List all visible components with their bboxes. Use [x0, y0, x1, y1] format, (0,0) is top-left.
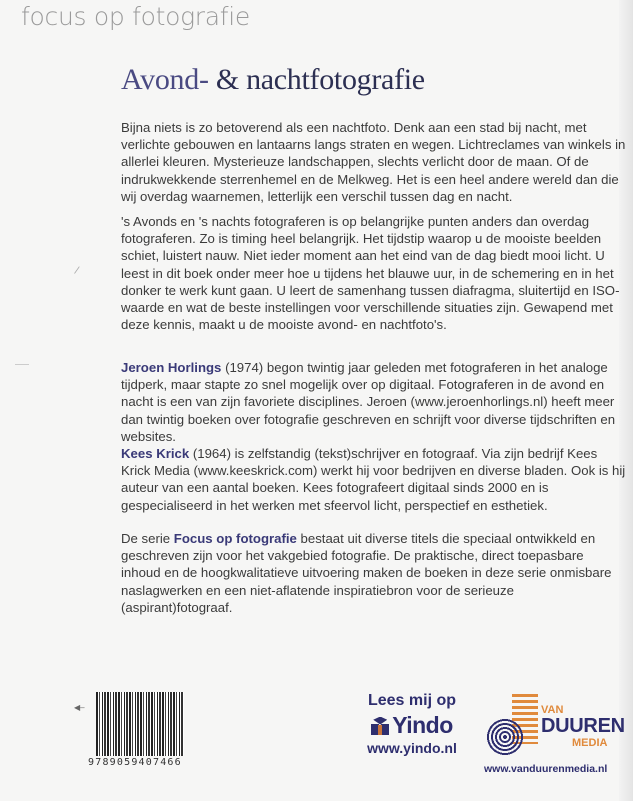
author-name: Jeroen Horlings	[121, 360, 222, 375]
barcode-number: 9789059407466	[88, 757, 182, 768]
yindo-url: www.yindo.nl	[367, 740, 457, 756]
intro-paragraph: Bijna niets is zo betoverend als een nachtfoto. Denk aan een stad bij nacht, met verlichte gebouwen en lantaarns langs straten en wegen. Lichtreclames van winkels in allerlei kleuren. Mysterieuze landschappen, slechts verlicht door de maan. Of de indrukwekkende sterrenhemel en de Melkweg. Het is een heel andere wereld dan die wij overdag waarnemen, letterlijk een verschil tussen dag en nacht.	[121, 120, 626, 204]
yindo-brand: Yindo	[392, 712, 453, 738]
publisher-circles-icon	[486, 718, 524, 756]
author-bio-text: (1974) begon twintig jaar geleden met fotograferen in het analoge tijdperk, maar stapte zo snel mogelijk over op digitaal. Fotograferen in de avond en nacht is een van zijn favoriete disciplines. Jeroen (www.jeroenhorlings.nl) heeft meer dan twintig boeken over fotografie geschreven en schrijft voor diverse tijdschriften en websites.	[121, 360, 616, 444]
series-blurb-prefix: De serie	[121, 531, 174, 546]
yindo-logo-block	[362, 692, 462, 756]
author-bio-horlings	[121, 359, 626, 445]
author-name: Kees Krick	[121, 446, 190, 461]
series-blurb	[121, 530, 626, 616]
author-bio-text: (1964) is zelfstandig (tekst)schrijver en fotograaf. Via zijn bedrijf Kees Krick Media (www.keeskrick.com) werkt hij voor bedrijven en diverse bladen. Ook is hij auteur van een aantal boeken. Kees fotografeert digitaal sinds 2000 en is gespecialiseerd in het werken met sfeervol licht, perspectief en esthetiek.	[121, 446, 626, 513]
margin-mark: /	[73, 264, 81, 278]
yindo-tagline: Lees mij op	[367, 692, 457, 709]
content-paragraph: 's Avonds en 's nachts fotograferen is op belangrijke punten anders dan overdag fotograferen. Zo is timing heel belangrijk. Het tijdstip waarop u de mooiste beelden schiet, luistert nauw. Niet ieder moment aan het eind van de dag biedt mooi licht. U leest in dit boek onder meer hoe u tijdens het blauwe uur, in de schemering en in het donker te werk kunt gaan. U leert de samenhang tussen diafragma, sluitertijd en ISO-waarde en wat de beste instellingen voor verschillende situaties zijn. Gewapend met deze kennis, maakt u de mooiste avond- en nachtfoto's.	[121, 214, 620, 333]
publisher-name-line1: VAN	[541, 704, 564, 716]
title-rest: & nachtfotografie	[208, 63, 425, 96]
author-bio-krick	[121, 445, 626, 514]
title-accent: Avond-	[121, 63, 209, 96]
publisher-name-line3: MEDIA	[572, 737, 608, 749]
barcode-arrow-icon: ◀–	[74, 703, 85, 712]
series-name: Focus op fotografie	[173, 531, 297, 546]
yindo-logo	[362, 712, 462, 739]
series-label: focus op fotografie	[21, 2, 250, 31]
margin-dash	[15, 364, 29, 365]
publisher-name-line2: DUUREN	[541, 715, 625, 737]
book-title	[121, 63, 425, 97]
publisher-logo-block	[484, 692, 624, 782]
barcode-bars	[96, 692, 184, 756]
publisher-url: www.vanduurenmedia.nl	[484, 763, 608, 775]
series-blurb-suffix: bestaat uit diverse titels die speciaal ontwikkeld en geschreven zijn voor het vakgebied fotografie. De praktische, direct toepasbare inhoud en de hoogkwalitatieve uitvoering maken de boeken in deze serie onmisbare naslagwerken en een niet-aflatende inspiratiebron voor de serieuze (aspirant)fotograaf.	[121, 531, 612, 615]
yindo-cube-icon	[371, 717, 389, 735]
